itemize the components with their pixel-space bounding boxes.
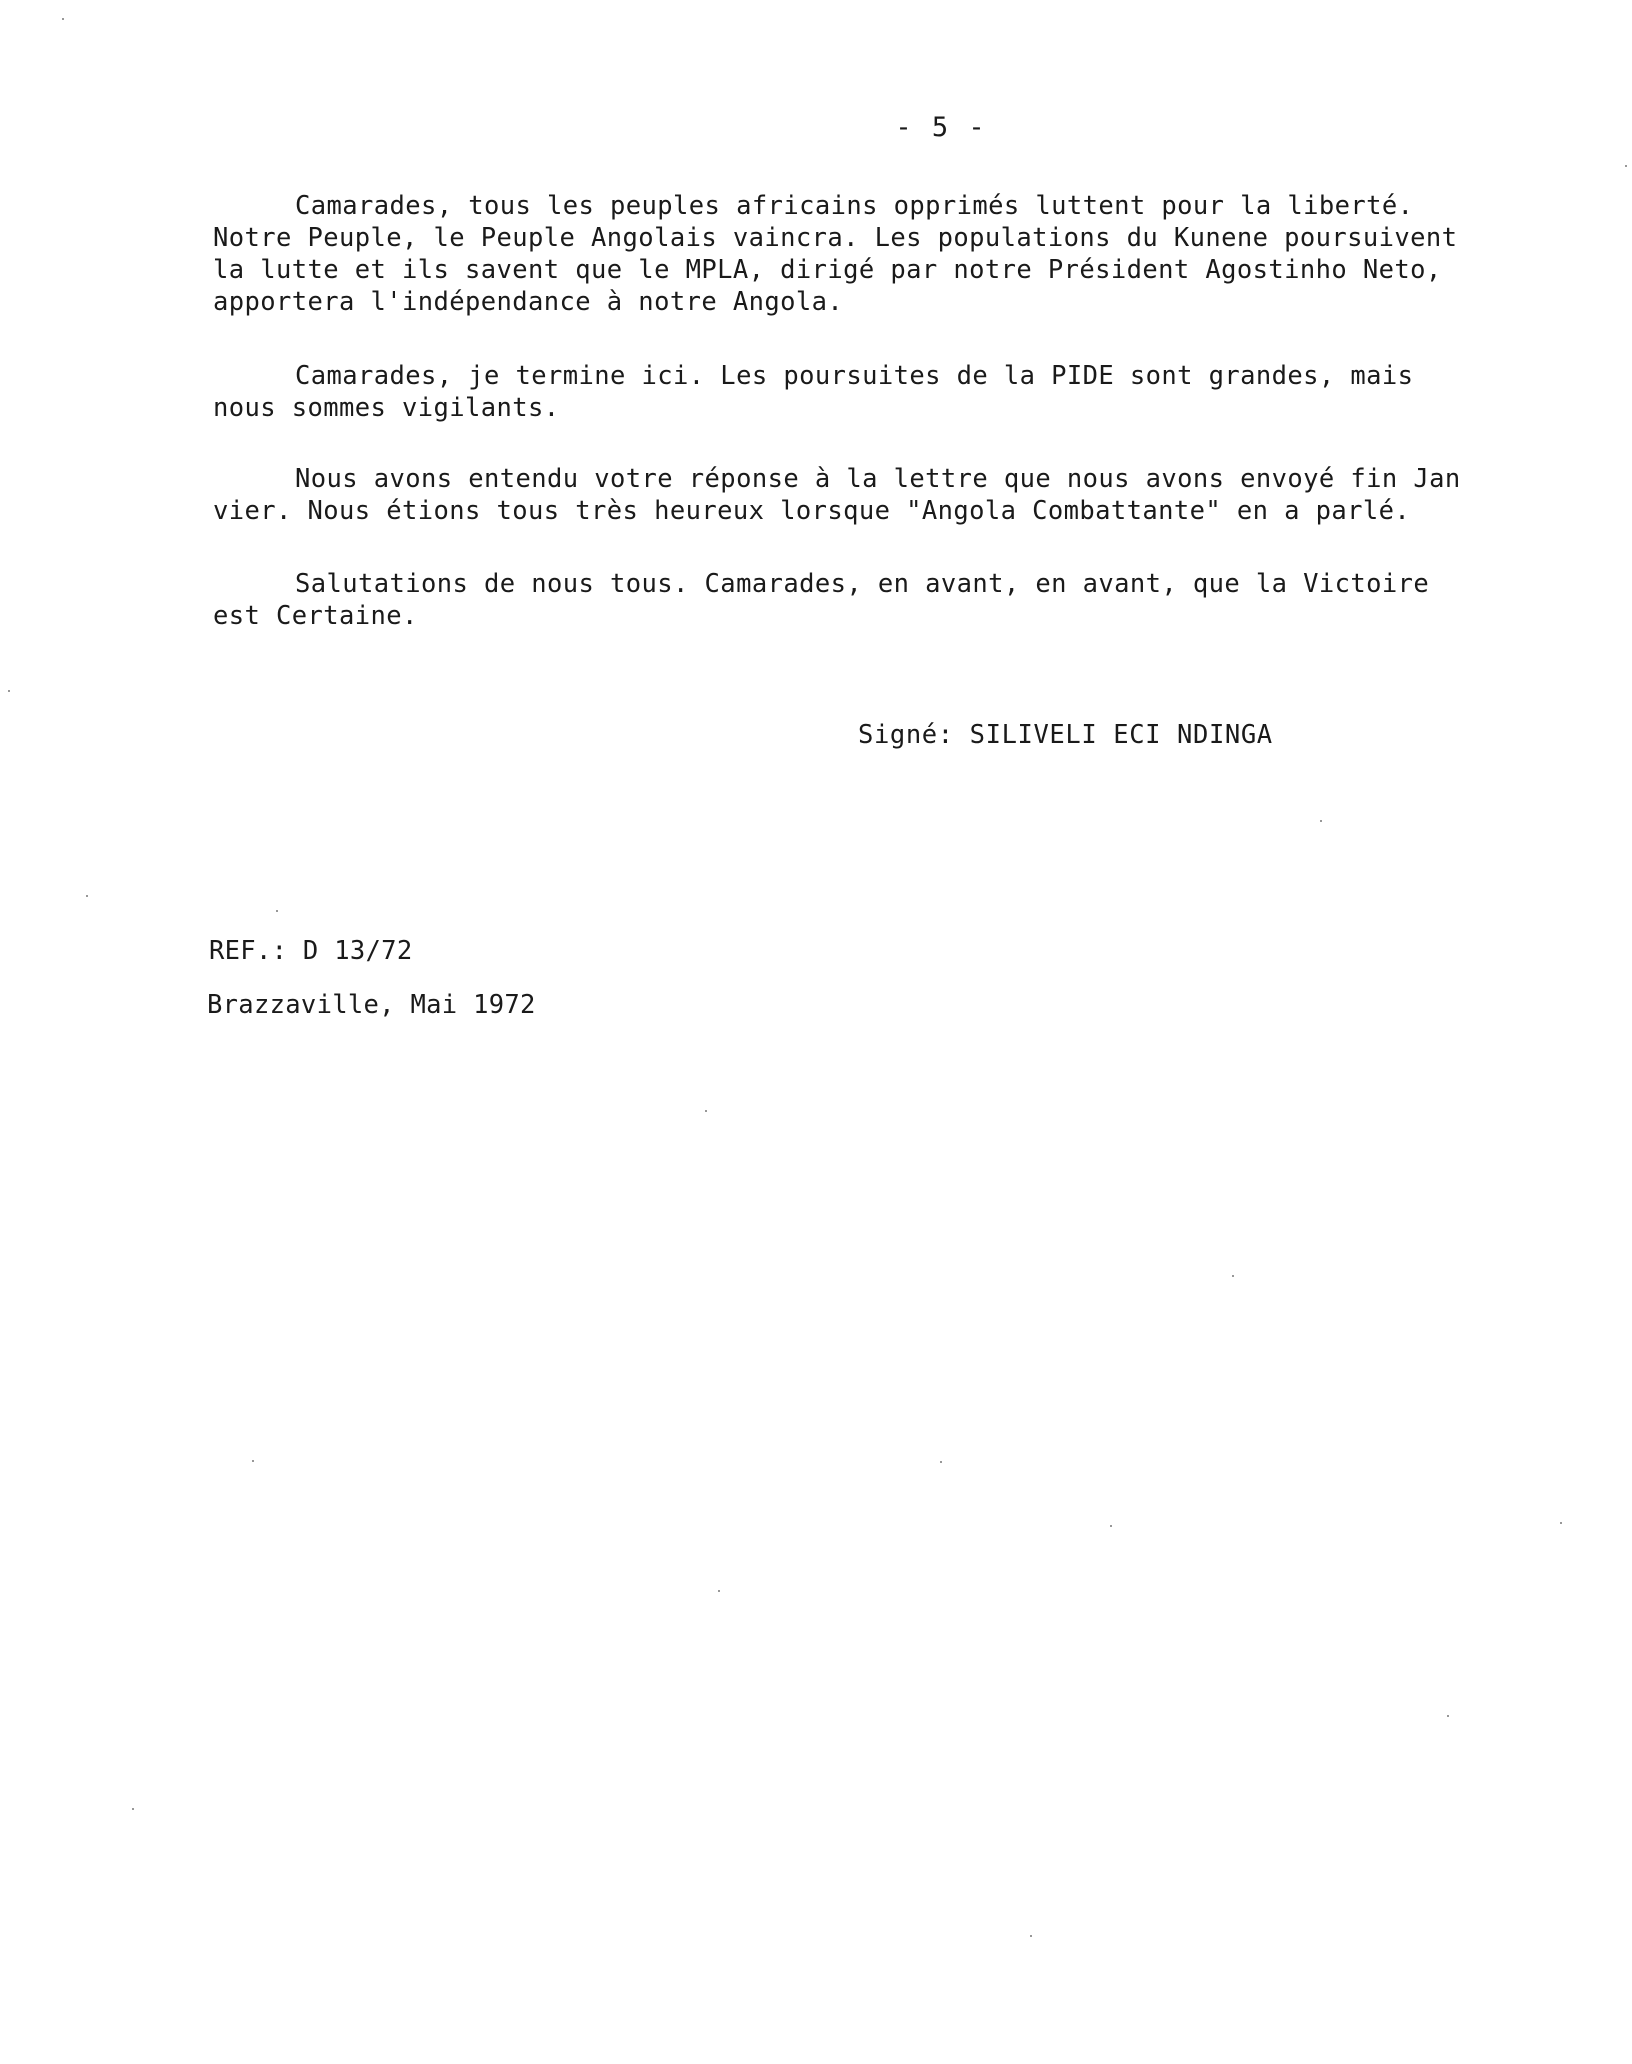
text-line: la lutte et ils savent que le MPLA, dirigé par notre Président Agostinho Neto,: [213, 255, 1442, 285]
reference-number: REF.: D 13/72: [209, 936, 413, 966]
text-line: Salutations de nous tous. Camarades, en avant, en avant, que la Victoire: [295, 569, 1430, 599]
text-line: vier. Nous étions tous très heureux lorsque "Angola Combattante" en a parlé.: [213, 496, 1411, 526]
paragraph-2: [213, 360, 1533, 424]
text-line: nous sommes vigilants.: [213, 393, 560, 423]
text-line: Camarades, tous les peuples africains opprimés luttent pour la liberté.: [295, 191, 1414, 221]
text-line: Notre Peuple, le Peuple Angolais vaincra. Les populations du Kunene poursuivent: [213, 223, 1458, 253]
paragraph-3: [213, 463, 1533, 527]
paragraph-4: [213, 568, 1533, 632]
text-line: est Certaine.: [213, 601, 418, 631]
signature-line: Signé: SILIVELI ECI NDINGA: [858, 720, 1273, 750]
text-line: Camarades, je termine ici. Les poursuites de la PIDE sont grandes, mais: [295, 361, 1414, 391]
page-number: - 5 -: [895, 112, 987, 143]
text-line: Nous avons entendu votre réponse à la lettre que nous avons envoyé fin Jan: [295, 464, 1461, 494]
paragraph-1: [213, 190, 1533, 318]
place-and-date: Brazzaville, Mai 1972: [207, 990, 536, 1020]
text-line: apportera l'indépendance à notre Angola.: [213, 287, 844, 317]
